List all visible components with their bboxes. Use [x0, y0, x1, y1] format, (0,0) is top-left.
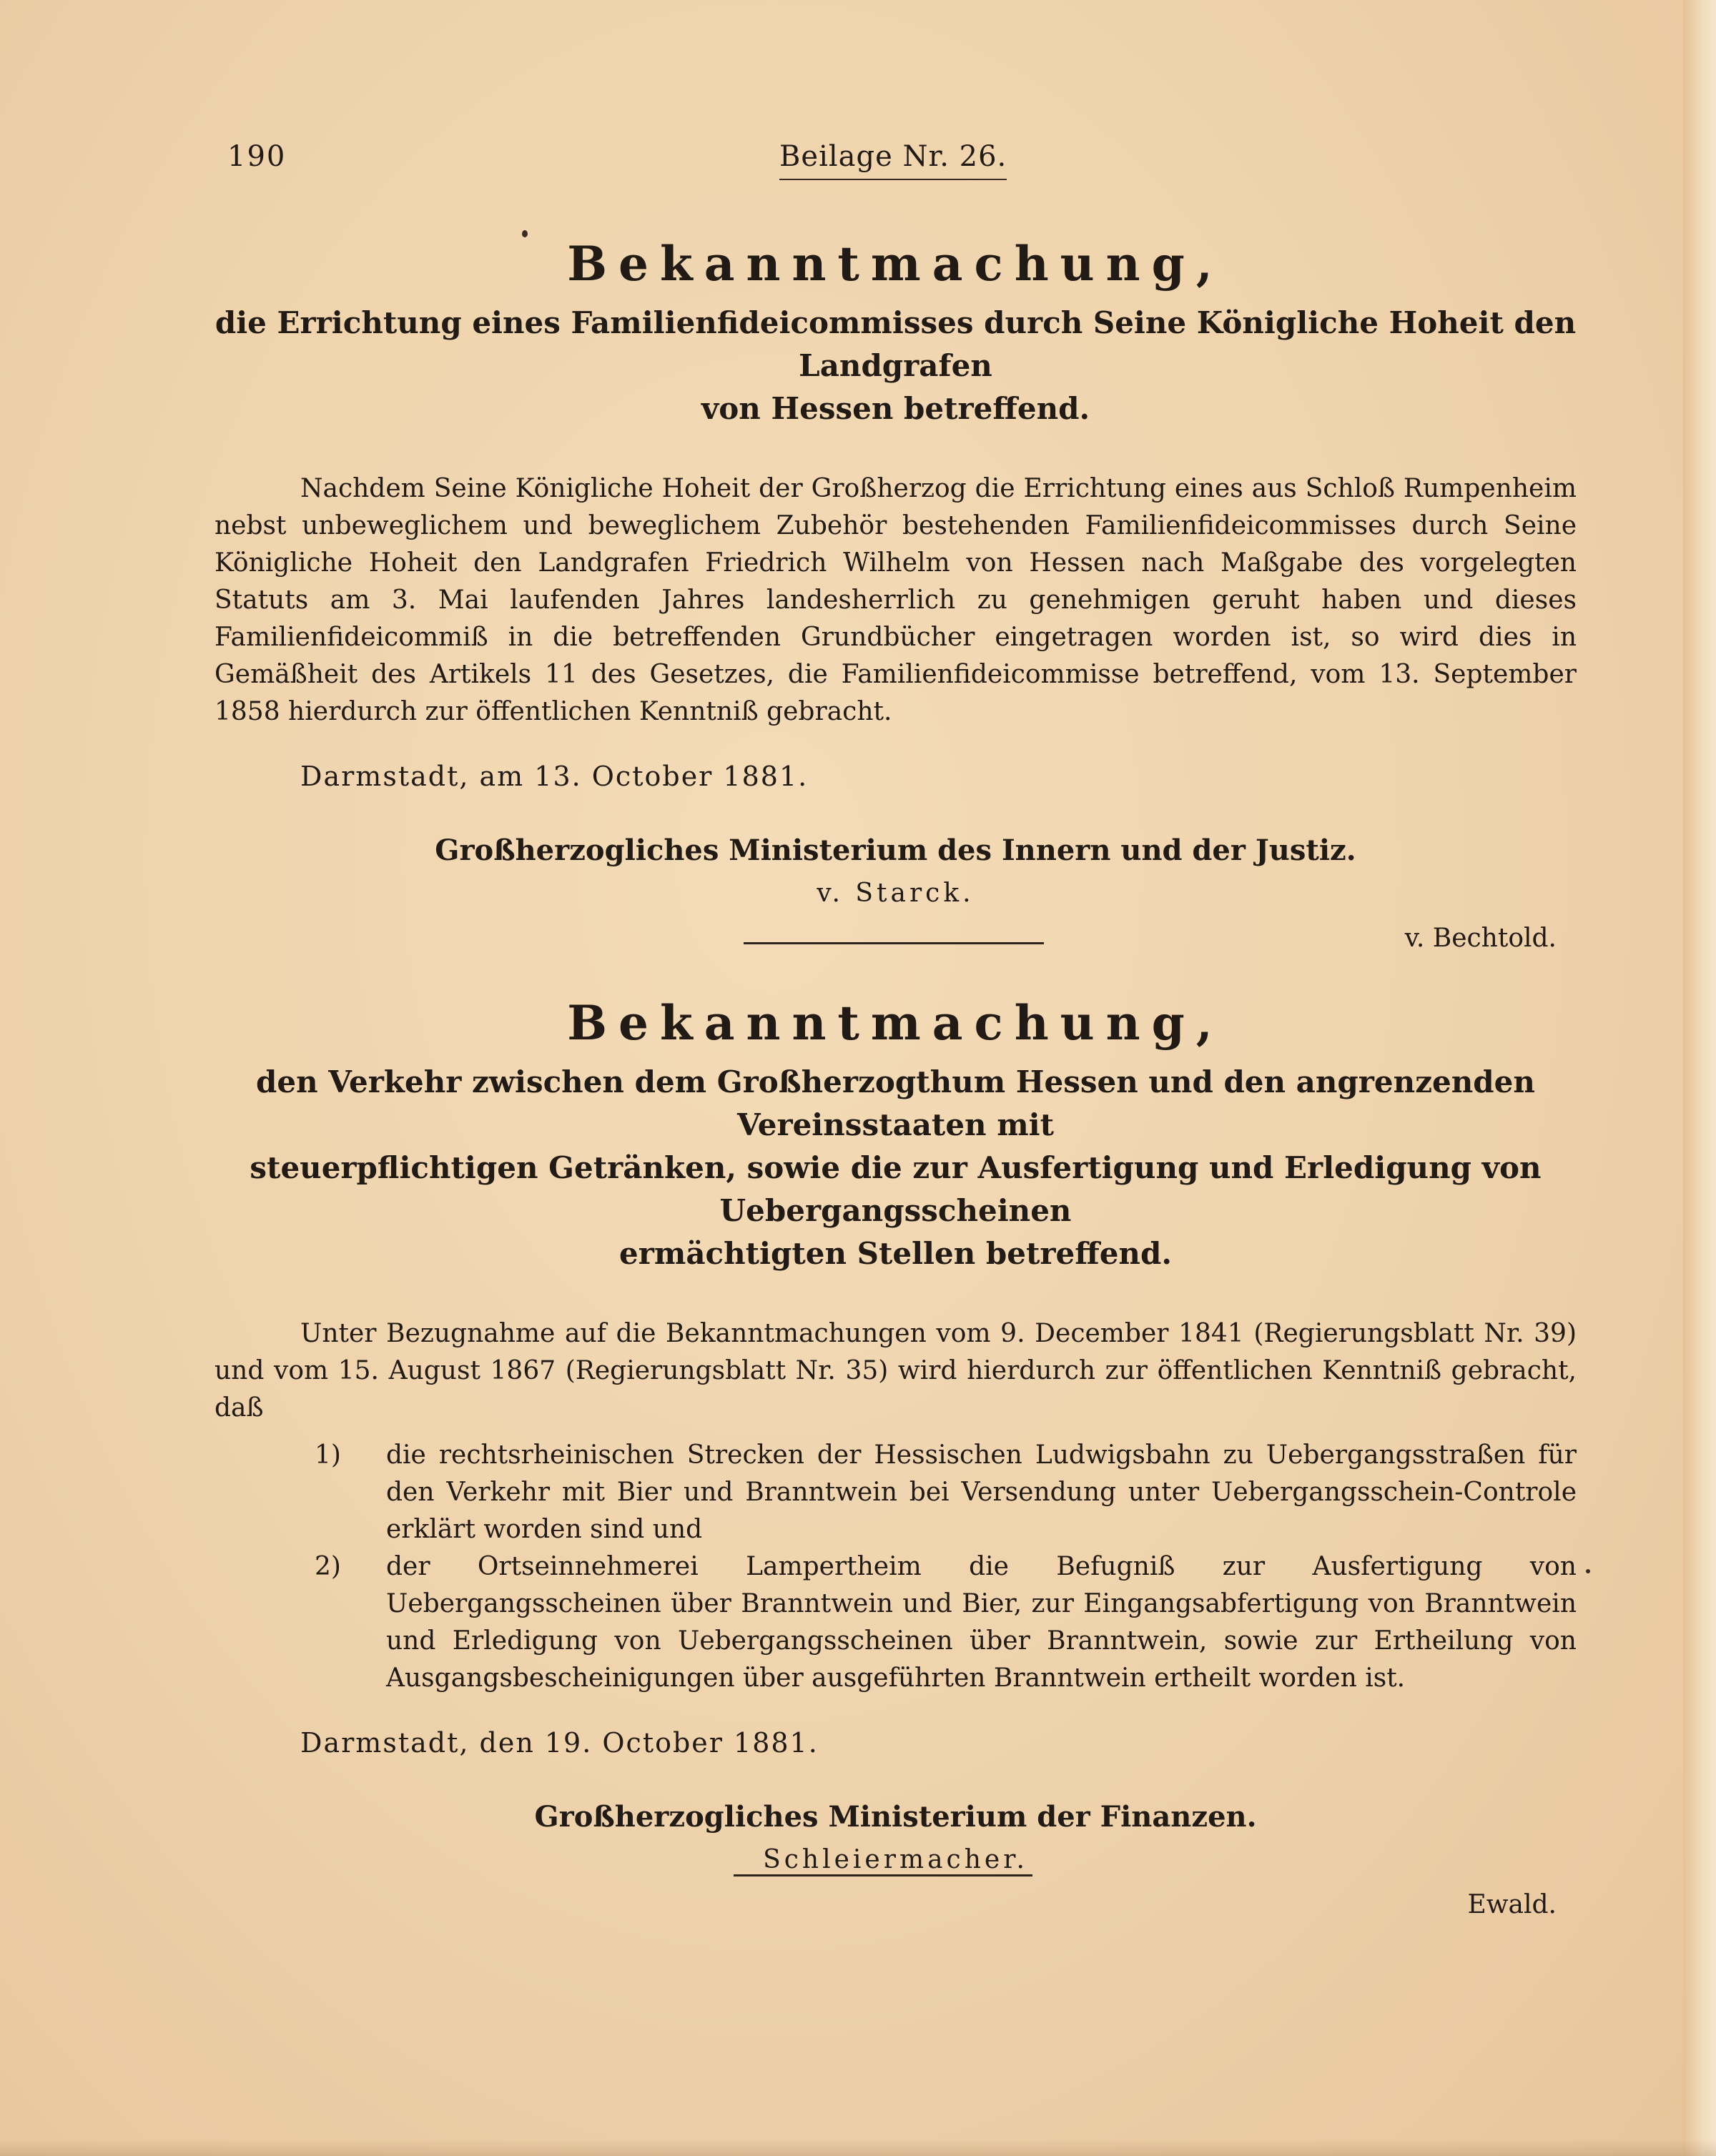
- notice-1-subtitle-line-1: die Errichtung eines Familienfideicommisses durch Seine Königliche Hoheit den Landgrafen: [214, 305, 1577, 383]
- notice-1-subtitle: [214, 302, 1577, 430]
- notice-2-title: Bekanntmachung,: [567, 995, 1224, 1051]
- list-item: [315, 1548, 1577, 1697]
- notice-2-item-list: [214, 1437, 1577, 1697]
- notice-2-date: Darmstadt, den 19. October 1881.: [300, 1727, 819, 1759]
- section-divider: [744, 942, 1044, 944]
- running-title: Beilage Nr. 26.: [779, 140, 1007, 180]
- list-item-text: die rechtsrheinischen Strecken der Hessischen Ludwigsbahn zu Uebergangsstraßen für den Verkehr mit Bier und Branntwein bei Versendung unter Uebergangsschein-Controle erklärt worden sind und: [386, 1440, 1577, 1544]
- page-bottom-shadow: [0, 2139, 1716, 2156]
- page-edge: [1683, 0, 1716, 2156]
- list-item-text: der Ortseinnehmerei Lampertheim die Befugniß zur Ausfertigung von Uebergangsscheinen über Branntwein und Bier, zur Eingangsabfertigung von Branntwein und Erledigung von Uebergangsscheinen über Branntwein, sowie zur Ertheilung von Ausgangsbescheinigungen über ausgeführten Branntwein ertheilt worden ist.: [386, 1552, 1577, 1693]
- notice-1-ministry: Großherzogliches Ministerium des Innern und der Justiz.: [435, 834, 1356, 867]
- list-item-number: 2): [315, 1552, 341, 1581]
- list-item-number: 1): [315, 1440, 341, 1470]
- notice-2-signature-2: Ewald.: [1467, 1890, 1557, 1919]
- notice-1-subtitle-line-2: von Hessen betreffend.: [701, 391, 1090, 426]
- notice-1-date: Darmstadt, am 13. October 1881.: [300, 761, 809, 792]
- notice-1-signature-1: v. Starck.: [817, 879, 975, 908]
- notice-2-subtitle-line-3: ermächtigten Stellen betreffend.: [619, 1236, 1172, 1271]
- notice-2-intro: Unter Bezugnahme auf die Bekanntmachungen vom 9. December 1841 (Regierungsblatt Nr. 39) und vom 15. August 1867 (Regierungsblatt Nr. 35) wird hierdurch zur öffentlichen Kenntniß gebracht, daß: [214, 1319, 1577, 1423]
- notice-2-ministry: Großherzogliches Ministerium der Finanzen.: [534, 1800, 1257, 1834]
- notice-1-signature-2: v. Bechtold.: [1404, 924, 1557, 953]
- notice-2-signature-1: Schleiermacher.: [763, 1845, 1028, 1874]
- list-item: [315, 1437, 1577, 1548]
- notice-1: [214, 236, 1577, 953]
- notice-2-subtitle-line-1: den Verkehr zwischen dem Großherzogthum Hessen und den angrenzenden Vereinsstaaten mit: [256, 1064, 1535, 1142]
- notice-2: [214, 995, 1577, 1919]
- notice-1-title: Bekanntmachung,: [567, 236, 1224, 292]
- notice-1-body: Nachdem Seine Königliche Hoheit der Großherzog die Errichtung eines aus Schloß Rumpenheim nebst unbeweglichem und beweglichem Zubehör bestehenden Familienfideicommisses durch Seine Königliche Hoheit den Landgrafen Friedrich Wilhelm von Hessen nach Maßgabe des vorgelegten Statuts am 3. Mai laufenden Jahres landesherrlich zu genehmigen geruht haben und dieses Familienfideicommiß in die betreffenden Grundbücher eingetragen worden ist, so wird dies in Gemäßheit des Artikels 11 des Gesetzes, die Familienfideicommisse betreffend, vom 13. September 1858 hierdurch zur öffentlichen Kenntniß gebracht.: [214, 474, 1577, 726]
- notice-2-subtitle: [214, 1061, 1577, 1275]
- notice-2-subtitle-line-2: steuerpflichtigen Getränken, sowie die zur Ausfertigung und Erledigung von Uebergangsscheinen: [250, 1150, 1542, 1228]
- end-divider: [734, 1874, 1032, 1876]
- page-number: 190: [227, 140, 287, 173]
- ink-speck: [1586, 1569, 1590, 1573]
